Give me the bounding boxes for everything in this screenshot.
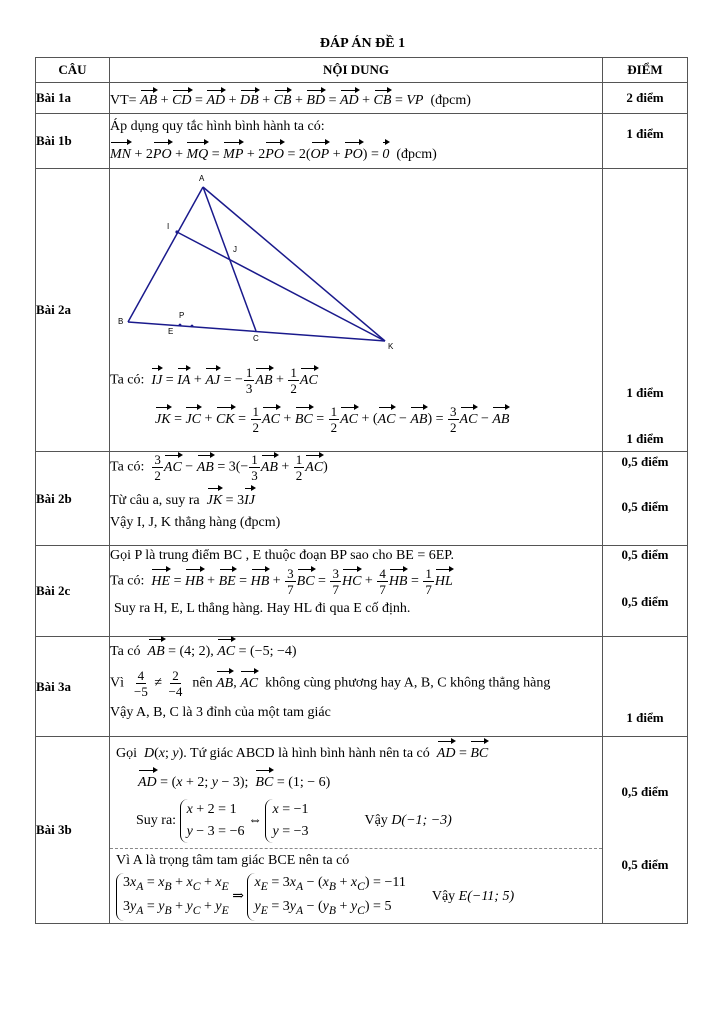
diem-2a — [603, 169, 688, 452]
cau-label: Bài 2a — [36, 169, 110, 452]
part-3b-1 — [110, 739, 602, 843]
nen-3a: nên — [192, 675, 213, 691]
label-j: J — [233, 245, 237, 254]
label-p: P — [179, 311, 185, 320]
line-3a-3: Vậy A, B, C là 3 đỉnh của một tam giác — [110, 705, 331, 720]
vay-d: Vậy — [364, 813, 388, 828]
point-p — [191, 325, 194, 328]
triangle-figure — [110, 169, 602, 359]
row-bai-2b — [36, 452, 688, 546]
part-3b-2 — [110, 851, 602, 921]
diem-3a: 1 điểm — [603, 637, 688, 737]
row-bai-3a — [36, 637, 688, 737]
diem-2b-2: 0,5 điểm — [621, 499, 669, 514]
header-noidung: NỘI DUNG — [110, 58, 603, 83]
cau-label: Bài 1b — [36, 114, 110, 169]
label-e: E — [168, 327, 174, 336]
content-2a — [110, 169, 603, 452]
vp-label: VP — [406, 92, 424, 108]
cau-label: Bài 2b — [36, 452, 110, 546]
taco-2b: Ta có: — [110, 459, 145, 475]
goi-3b: Gọi — [116, 746, 137, 761]
diem-2b — [603, 452, 688, 546]
label-i: I — [167, 222, 170, 231]
content-2c — [110, 546, 603, 637]
vt-label: VT= — [110, 92, 137, 108]
e-result: E(−11; 5) — [458, 888, 515, 904]
diem-2c-1: 0,5 điểm — [621, 547, 669, 562]
line-3b-1: Gọi D(x; y). Tứ giác ABCD là hình bình hành nên ta có AD = BC — [116, 739, 596, 764]
diem-2b-1: 0,5 điểm — [621, 454, 669, 469]
row-bai-3b — [36, 737, 688, 924]
answer-table — [35, 57, 688, 924]
vay-e: Vậy — [431, 888, 456, 904]
diem-2c — [603, 546, 688, 637]
formula-2b: Ta có: $\frac{3}{2}$ AC − AB = 3(− $\frac{1}{3}$ AB + $\frac{1}{2}$ AC) — [110, 452, 328, 483]
content-1a: VT= AB + CD = AD + DB + CB + BD = AD + CB = VP (đpcm) — [110, 83, 603, 114]
dashed-divider — [110, 848, 602, 849]
content-3a — [110, 637, 603, 737]
formula-2a-1: Ta có: IJ = IA + AJ = − $\frac{1}{3}$ AB + $\frac{1}{2}$ AC — [110, 365, 318, 396]
intro-1b: Áp dụng quy tắc hình bình hành ta có: — [110, 119, 325, 134]
line-3a-2: Vì $\frac{4}{-5}$ ≠ $\frac{2}{-4}$ nên AB, AC không cùng phương hay A, B, C không thẳng hàng — [110, 668, 551, 699]
line-2b-2: Từ câu a, suy ra JK = 3IJ — [110, 486, 602, 511]
dpcm-note: (đpcm) — [430, 92, 471, 108]
header-row — [36, 58, 688, 83]
tugiac-3b: . Tứ giác ABCD là hình bình hành nên ta có — [183, 746, 430, 761]
diem-1a: 2 điểm — [603, 83, 688, 114]
diem-2a-2: 1 điểm — [626, 431, 664, 446]
suyra-3b: Suy ra: — [136, 813, 177, 828]
page-title: ĐÁP ÁN ĐỀ 1 — [319, 36, 406, 51]
segment-ik — [177, 232, 385, 341]
line-3a-1: Ta có AB = (4; 2), AC = (−5; −4) — [110, 637, 602, 662]
vi-3a: Vì — [110, 675, 124, 691]
formula-2c: Ta có: HE = HB + BE = HB + $\frac{3}{7}$ BC = $\frac{3}{7}$ HC + $\frac{4}{7}$ HB = $\frac{1}{7}$ HL — [110, 566, 453, 597]
d-result: D(−1; −3) — [391, 813, 452, 828]
segment-ab — [128, 187, 203, 322]
point-e — [179, 324, 182, 327]
triangle-svg — [110, 169, 410, 359]
label-a: A — [199, 174, 205, 183]
line-2c-1: Gọi P là trung điểm BC , E thuộc đoạn BP sao cho BE = 6EP. — [110, 548, 455, 563]
line-3b-2: AD = (x + 2; y − 3); BC = (1; − 6) — [116, 768, 596, 793]
diem-2a-1: 1 điểm — [626, 385, 664, 400]
formula-1b: MN + 2PO + MQ = MP + 2PO = 2(OP + PO) = 0 (đpcm) — [110, 140, 602, 165]
dpcm-note: (đpcm) — [396, 147, 437, 162]
row-bai-1b — [36, 114, 688, 169]
header-diem: ĐIỂM — [603, 58, 688, 83]
diem-3b-1: 0,5 điểm — [621, 784, 669, 799]
segment-ak — [203, 187, 385, 341]
line-3b-system: $3x_A = x_B + x_C + x_E$ $3y_A = y_B + y_C + y_E$ ⇒ $x_E = 3x_A - (x_B + x_C) = -11$ $y_E = 3y_A - (y_B + y_C) = 5$ Vậy E(−11; 5) — [116, 873, 596, 921]
taco-2a: Ta có: — [110, 372, 145, 388]
khong-3a: không cùng phương hay A, B, C không thẳng hàng — [265, 675, 551, 691]
line-2b-3: Vậy I, J, K thẳng hàng (đpcm) — [110, 515, 281, 530]
row-bai-1a — [36, 83, 688, 114]
diem-1b: 1 điểm — [603, 114, 688, 169]
point-i — [175, 230, 178, 233]
line-3b-3: Suy ra: x + 2 = 1 y − 3 = −6 ⇔ x = −1 y = −3 Vậy D(−1; −3) — [116, 799, 596, 843]
cau-label: Bài 3a — [36, 637, 110, 737]
label-c: C — [253, 334, 259, 343]
diem-3b-2: 0,5 điểm — [621, 857, 669, 872]
line-3b-vi: Vì A là trọng tâm tam giác BCE nên ta có — [116, 853, 350, 868]
row-bai-2a — [36, 169, 688, 452]
row-bai-2c — [36, 546, 688, 637]
header-cau: CÂU — [36, 58, 110, 83]
taco-3a: Ta có — [110, 644, 141, 659]
formula-2a-2: JK = JC + CK = $\frac{1}{2}$ AC + BC = $\frac{1}{2}$ AC + (AC − AB) = $\frac{3}{2}$ AC − AB — [155, 404, 510, 435]
content-3b — [110, 737, 603, 924]
content-1b — [110, 114, 603, 169]
line-2c-3: Suy ra H, E, L thẳng hàng. Hay HL đi qua E cố định. — [114, 601, 411, 616]
taco-2c: Ta có: — [110, 573, 145, 589]
suyra-2b: Từ câu a, suy ra — [110, 493, 200, 508]
cau-label: Bài 2c — [36, 546, 110, 637]
label-k: K — [388, 342, 394, 351]
diem-2c-2: 0,5 điểm — [621, 594, 669, 609]
cau-label: Bài 3b — [36, 737, 110, 924]
label-b: B — [118, 317, 124, 326]
content-2b — [110, 452, 603, 546]
cau-label: Bài 1a — [36, 83, 110, 114]
diem-3b — [603, 737, 688, 924]
